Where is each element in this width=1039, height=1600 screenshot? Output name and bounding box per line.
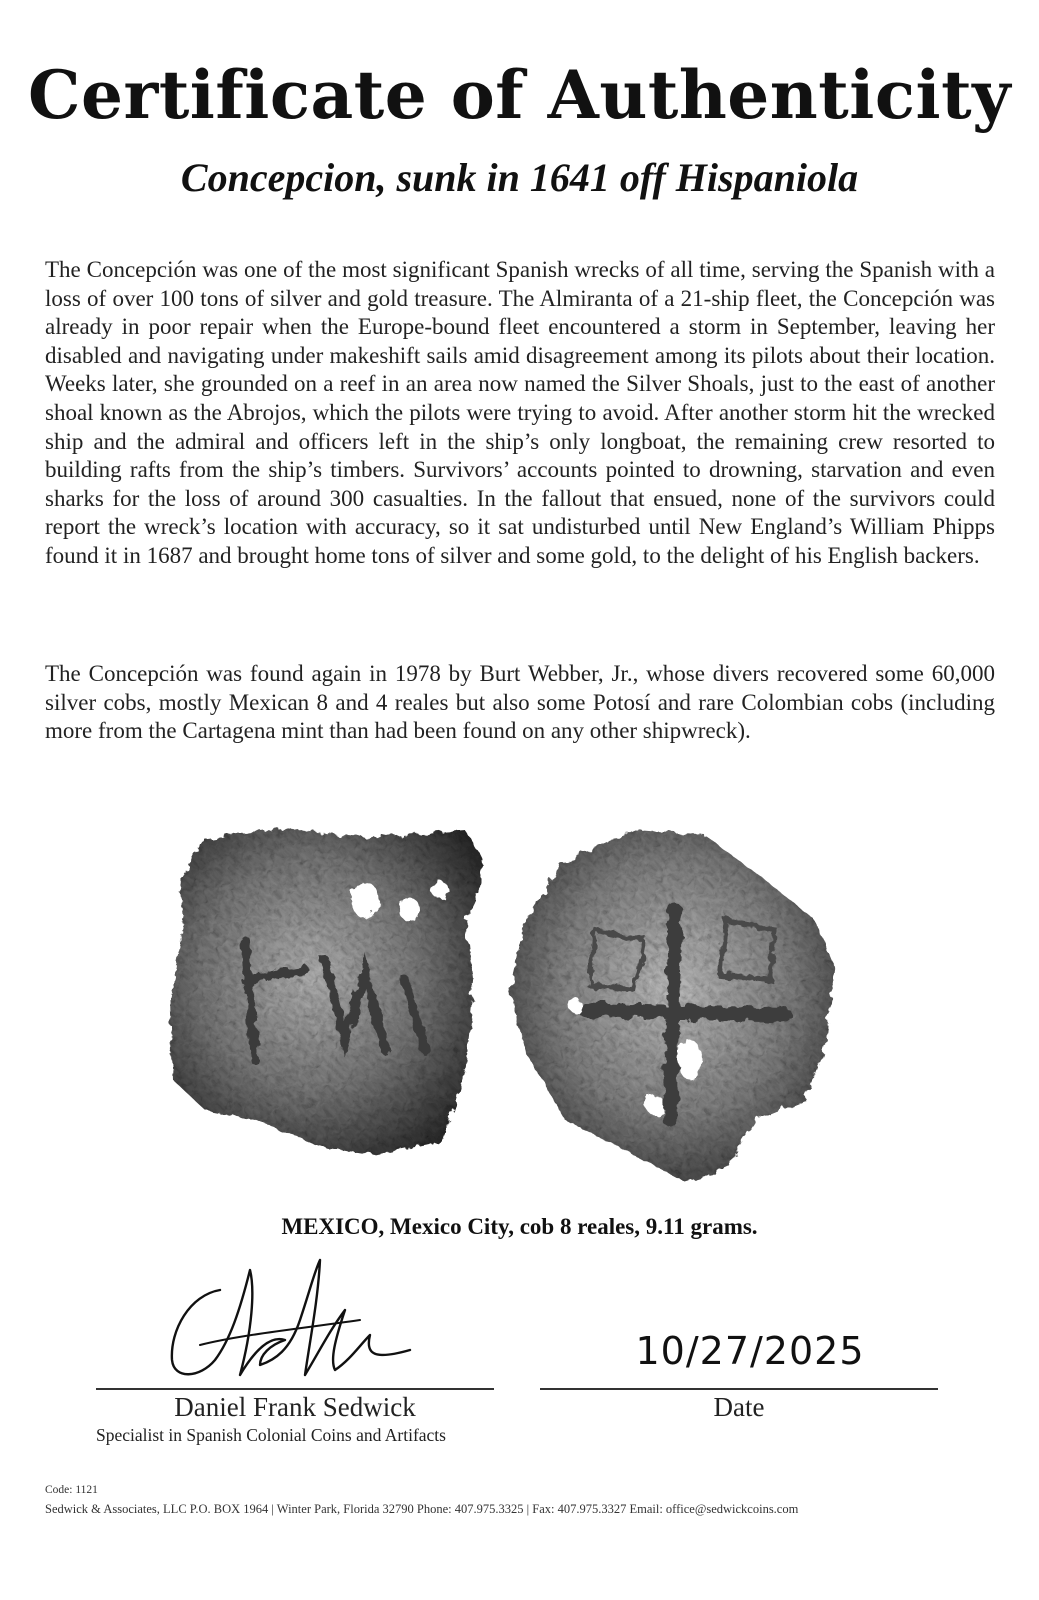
coin-obverse xyxy=(170,828,483,1155)
coin-caption: MEXICO, Mexico City, cob 8 reales, 9.11 grams. xyxy=(281,1214,758,1239)
coin-photo xyxy=(165,820,865,1210)
date-label: Date xyxy=(713,1392,765,1422)
history-paragraph-2: The Concepción was found again in 1978 by Burt Webber, Jr., whose divers recovered some 60,000 silver cobs, mostly Mexican 8 and 4 reales but also some Potosí and rare Colombian cobs (including more from the Cartagena mint than had been found on any other shipwreck). xyxy=(45,661,995,744)
history-paragraph-1: The Concepción was one of the most significant Spanish wrecks of all time, serving the Spanish with a loss of over 100 tons of silver and gold treasure. The Almiranta of a 21-ship fleet, the Concepción was already in poor repair when the Europe-bound fleet encountered a storm in September, leaving her disabled and navigating under makeshift sails amid disagreement among its pilots about their location. Weeks later, she grounded on a reef in an area now named the Silver Shoals, just to the east of another shoal known as the Abrojos, which the pilots were trying to avoid. After another storm hit the wrecked ship and the admiral and officers left in the ship’s only longboat, the remaining crew resorted to building rafts from the ship’s timbers. Survivors’ accounts pointed to drowning, starvation and even sharks for the loss of around 300 casualties. In the fallout that ensued, none of the survivors could report the wreck’s location with accuracy, so it sat undisturbed until New England’s William Phipps found it in 1687 and brought home tons of silver and some gold, to the delight of his English backers. xyxy=(45,257,995,568)
certificate-date: 10/27/2025 xyxy=(635,1329,865,1373)
certificate-code: Code: 1121 xyxy=(45,1484,98,1496)
certificate-subtitle: Concepcion, sunk in 1641 off Hispaniola xyxy=(180,155,859,200)
signature-line xyxy=(96,1388,494,1390)
signer-title: Specialist in Spanish Colonial Coins and Artifacts xyxy=(96,1425,446,1445)
signer-name: Daniel Frank Sedwick xyxy=(174,1392,416,1422)
signature-image xyxy=(160,1250,430,1390)
certificate-title: Certificate of Authenticity xyxy=(28,56,1011,134)
company-contact-info: Sedwick & Associates, LLC P.O. BOX 1964 | Winter Park, Florida 32790 Phone: 407.975.3325 | Fax: 407.975.3327 Email: office@sedwickcoins.com xyxy=(45,1502,799,1516)
date-line xyxy=(540,1388,938,1390)
coin-reverse xyxy=(510,830,835,1182)
